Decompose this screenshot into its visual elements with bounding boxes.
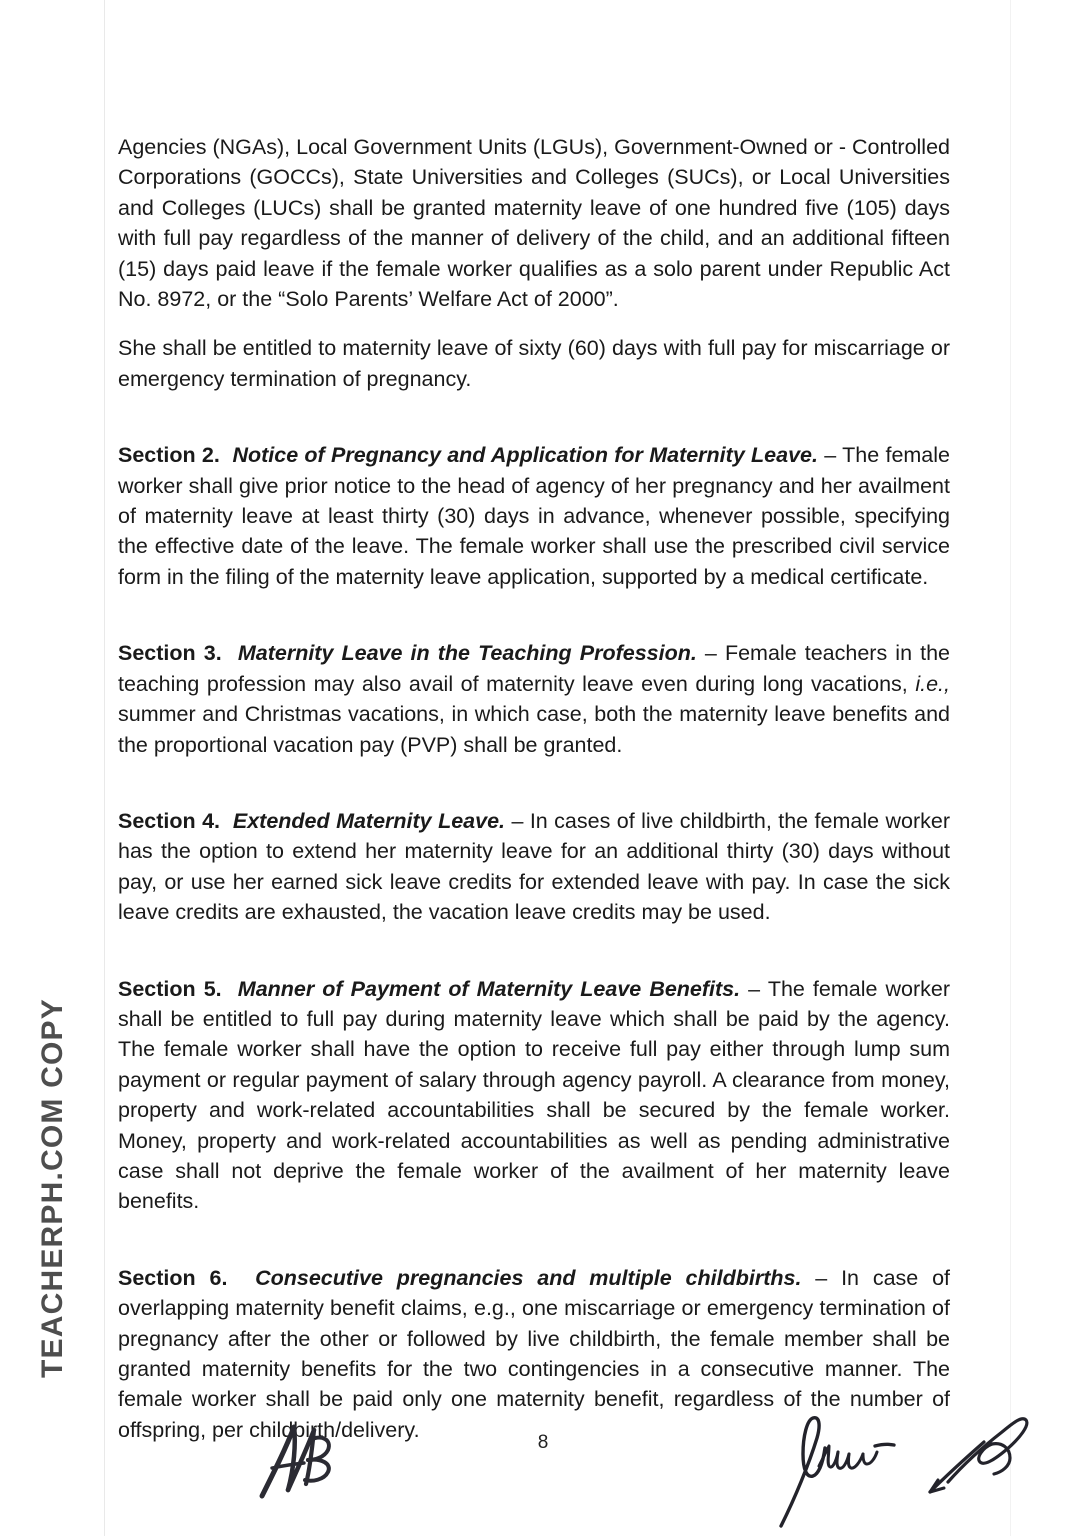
section-4-dash: –: [505, 808, 530, 833]
signature-far-right-cursive: [922, 1400, 1052, 1520]
section-6-text: In case of overlapping maternity benefit claims, e.g., one miscarriage or emergency termination of pregnancy after the other or followed by live childbirth, the female member shall be granted maternity benefits for the two contingencies in a consecutive manner. The female worker shall be paid only one maternity benefit, regardless of the number of offspring, per childbirth/delivery.: [118, 1265, 950, 1442]
section-5-dash: –: [740, 976, 768, 1001]
section-5-number: Section 5.: [118, 976, 222, 1001]
section-3-title: Maternity Leave in the Teaching Profession.: [237, 641, 697, 666]
section-3-italic-ie: i.e.,: [915, 671, 950, 696]
section-3-paragraph: [118, 638, 950, 760]
section-6-spacer: [227, 1266, 255, 1290]
section-5-spacer: [222, 977, 238, 1001]
scan-edge-right: [1010, 0, 1011, 1536]
section-4-number: Section 4.: [118, 808, 221, 833]
section-3-spacer: [222, 641, 238, 665]
section-6-title: Consecutive pregnancies and multiple childbirths.: [255, 1265, 802, 1290]
section-5-paragraph: [118, 974, 950, 1217]
section-5-text: The female worker shall be entitled to full pay during maternity leave which shall be paid by the agency. The female worker shall have the option to receive full pay either through lump sum payment or regular payment of salary through agency payroll. A clearance from money, property and work-related accountabilities shall be secured by the female worker. Money, property and work-related accountabilities as well as pending administrative case shall not deprive the female worker of the availment of her maternity leave benefits.: [118, 976, 951, 1214]
section-6-dash: –: [801, 1265, 842, 1290]
signature-left-initials: [248, 1410, 368, 1520]
page-number: 8: [537, 1432, 549, 1453]
section-4-paragraph: [118, 806, 950, 928]
section-2-title: Notice of Pregnancy and Application for Maternity Leave.: [232, 443, 818, 468]
section-4-text: In cases of live childbirth, the female worker has the option to extend her maternity leave for an additional thirty (30) days without pay, or use her earned sick leave credits for extended leave with pay. In case the sick leave credits are exhausted, the vacation leave credits may be used.: [118, 808, 951, 925]
section-6-number: Section 6.: [118, 1265, 228, 1290]
signature-footer: [0, 1398, 1086, 1536]
section-2-paragraph: [118, 440, 950, 592]
section-3-text-after: summer and Christmas vacations, in which case, both the maternity leave benefits and the proportional vacation pay (PVP) shall be granted.: [118, 702, 950, 757]
section-2-text: The female worker shall give prior notice to the head of agency of her pregnancy and her availment of maternity leave at least thirty (30) days in advance, whenever possible, specifying the effective date of the leave. The female worker shall use the prescribed civil service form in the filing of the maternity leave application, supported by a medical certificate.: [118, 443, 951, 589]
paragraph-miscarriage: She shall be entitled to maternity leave of sixty (60) days with full pay for miscarriage or emergency termination of pregnancy.: [118, 336, 950, 391]
scan-edge-left: [104, 0, 105, 1536]
section-3-dash: –: [696, 641, 725, 666]
signature-right-cursive: [775, 1402, 915, 1532]
section-2-spacer: [220, 443, 233, 467]
section-4-spacer: [220, 809, 233, 833]
paragraph-continued-intro: Agencies (NGAs), Local Government Units (LGUs), Government-Owned or - Controlled Corporations (GOCCs), State Universities and Colleges (SUCs), or Local Universities and Colleges (LUCs) shall be granted maternity leave of one hundred five (105) days with full pay regardless of the manner of delivery of the child, and an additional fifteen (15) days paid leave if the female worker qualifies as a solo parent under Republic Act No. 8972, or the “Solo Parents’ Welfare Act of 2000”.: [118, 135, 950, 312]
section-3-text-before: Female teachers in the teaching profession may also avail of maternity leave even during long vacations,: [118, 641, 950, 696]
watermark-teacherph: TEACHERPH.COM COPY: [36, 998, 69, 1378]
document-body: [118, 132, 950, 1445]
section-2-dash: –: [818, 443, 843, 468]
section-5-title: Manner of Payment of Maternity Leave Benefits.: [237, 976, 741, 1001]
section-4-title: Extended Maternity Leave.: [232, 808, 506, 833]
section-2-number: Section 2.: [118, 443, 220, 468]
section-3-number: Section 3.: [118, 641, 222, 666]
